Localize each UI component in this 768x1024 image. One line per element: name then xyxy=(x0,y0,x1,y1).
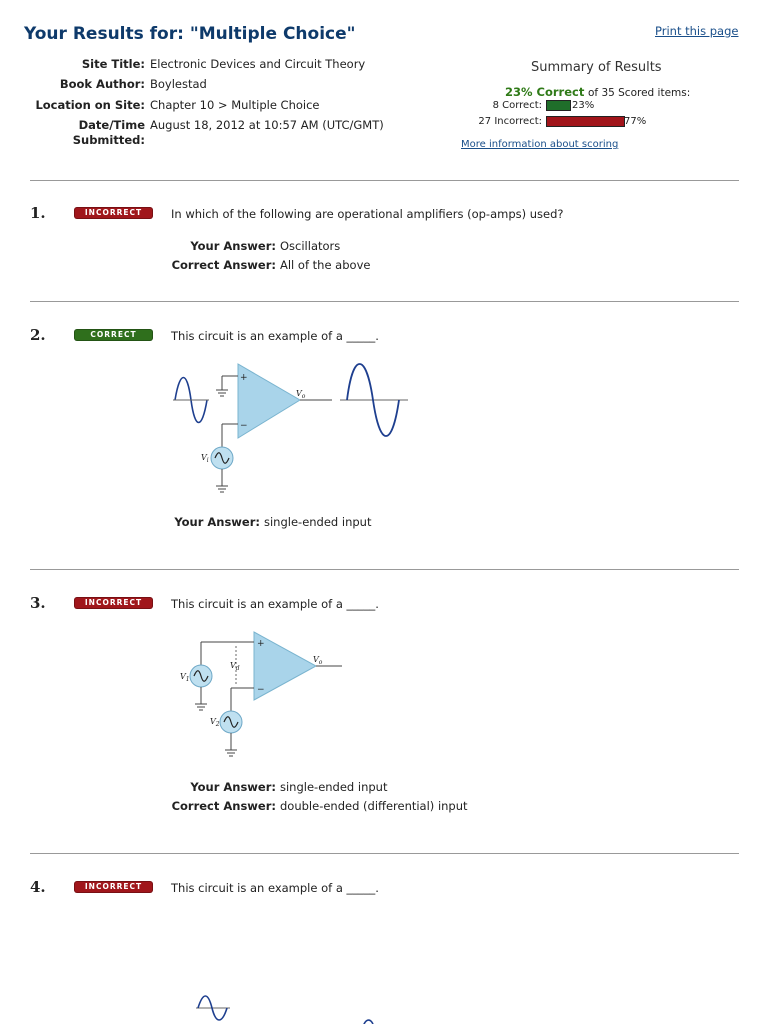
incorrect-label: 27 Incorrect: xyxy=(478,116,542,127)
correct-answer-row xyxy=(130,258,276,272)
question-text: In which of the following are operational amplifiers (op-amps) used? xyxy=(171,207,564,221)
meta-label-line1: Date/Time xyxy=(78,118,145,132)
divider xyxy=(30,569,739,570)
scoring-info-link[interactable]: More information about scoring xyxy=(461,139,619,150)
minus-sign: − xyxy=(257,685,265,695)
correct-bar xyxy=(546,100,571,111)
divider xyxy=(30,301,739,302)
question-text: This circuit is an example of a _____. xyxy=(171,329,379,343)
question-number: 3. xyxy=(30,594,46,612)
question-number: 4. xyxy=(30,878,46,896)
v2-label: $V_2$ xyxy=(210,717,220,728)
correct-answer-value: All of the above xyxy=(280,258,371,272)
meta-datetime xyxy=(5,118,145,148)
print-page-link[interactable]: Print this page xyxy=(655,24,739,38)
divider xyxy=(30,853,739,854)
meta-label: Location on Site: xyxy=(35,98,145,112)
status-badge: INCORRECT xyxy=(74,207,153,219)
vd-label: $V_d$ xyxy=(230,661,240,672)
meta-book-author xyxy=(5,77,145,91)
meta-value-site-title: Electronic Devices and Circuit Theory xyxy=(150,57,366,71)
meta-label-line2: Submitted: xyxy=(72,133,145,147)
incorrect-row xyxy=(440,116,542,128)
page-title: Your Results for: "Multiple Choice" xyxy=(24,24,356,44)
correct-label: 8 Correct: xyxy=(492,100,542,111)
your-answer-value: single-ended input xyxy=(264,515,372,529)
meta-site-title xyxy=(5,57,145,71)
your-answer-row xyxy=(130,515,260,529)
correct-answer-row xyxy=(130,799,276,813)
question-number: 1. xyxy=(30,204,46,222)
incorrect-bar xyxy=(546,116,625,127)
question-text: This circuit is an example of a _____. xyxy=(171,881,379,895)
correct-answer-label: Correct Answer: xyxy=(171,258,276,272)
question-4-diagram-partial xyxy=(190,990,390,1024)
percent-correct: 23% Correct xyxy=(505,85,585,99)
plus-sign: + xyxy=(257,639,265,649)
v1-label: $V_1$ xyxy=(180,672,190,683)
meta-value-book-author: Boylestad xyxy=(150,77,207,91)
your-answer-row xyxy=(130,780,276,794)
correct-percent: 23% xyxy=(572,100,595,111)
incorrect-percent: 77% xyxy=(624,116,647,127)
correct-answer-value: double-ended (differential) input xyxy=(280,799,468,813)
plus-sign: + xyxy=(240,373,248,383)
meta-value-datetime: August 18, 2012 at 10:57 AM (UTC/GMT) xyxy=(150,118,384,132)
your-answer-label: Your Answer: xyxy=(190,239,276,253)
divider xyxy=(30,180,739,181)
your-answer-value: Oscillators xyxy=(280,239,341,253)
vi-label: $V_i$ xyxy=(201,453,209,464)
summary-percent xyxy=(505,85,690,99)
summary-title: Summary of Results xyxy=(531,60,662,75)
question-number: 2. xyxy=(30,326,46,344)
meta-label: Site Title: xyxy=(81,57,145,71)
your-answer-row xyxy=(130,239,276,253)
meta-label: Book Author: xyxy=(59,77,145,91)
your-answer-label: Your Answer: xyxy=(174,515,260,529)
question-text: This circuit is an example of a _____. xyxy=(171,597,379,611)
correct-answer-label: Correct Answer: xyxy=(171,799,276,813)
your-answer-value: single-ended input xyxy=(280,780,388,794)
single-ended-opamp-diagram xyxy=(170,358,415,503)
status-badge: INCORRECT xyxy=(74,881,153,893)
vo-label: $V_o$ xyxy=(296,389,306,400)
minus-sign: − xyxy=(240,421,248,431)
scored-items: of 35 Scored items: xyxy=(587,87,691,99)
meta-value-location: Chapter 10 > Multiple Choice xyxy=(150,98,320,112)
vo-label: $V_o$ xyxy=(313,655,323,666)
status-badge: CORRECT xyxy=(74,329,153,341)
differential-opamp-diagram xyxy=(176,626,356,766)
your-answer-label: Your Answer: xyxy=(190,780,276,794)
status-badge: INCORRECT xyxy=(74,597,153,609)
meta-location xyxy=(5,98,145,112)
correct-row xyxy=(440,100,542,112)
